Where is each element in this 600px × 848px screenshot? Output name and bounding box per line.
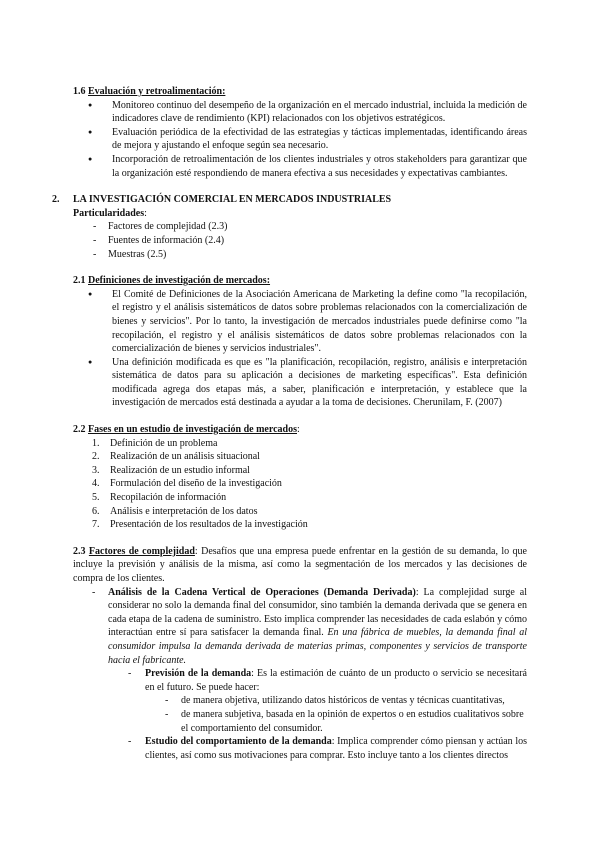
section-2-title: LA INVESTIGACIÓN COMERCIAL EN MERCADOS INDUSTRIALES (73, 194, 392, 206)
item-example: En una fábrica de muebles, la demanda final al consumidor impulsa la demanda derivada de materias primas, componentes y servicios de transporte hacia el fabricante. (108, 627, 527, 666)
list-item-text: Formulación del diseño de la investigación (110, 478, 282, 490)
list-item (93, 248, 527, 262)
particularidades-list (73, 220, 527, 261)
bullet-icon: ● (88, 100, 93, 109)
list-item-text: de manera objetiva, utilizando datos históricos de ventas y técnicas cuantitativas, (181, 695, 505, 707)
list-item-text: Recopilación de información (110, 492, 227, 504)
section-1-6-list (73, 99, 527, 181)
prevision-item (73, 667, 527, 694)
bullet-icon: ● (88, 154, 93, 163)
section-title: Fases en un estudio de investigación de mercados (88, 424, 297, 436)
item-title: Estudio del comportamiento de la demanda (145, 736, 332, 748)
list-number: 4. (92, 478, 100, 490)
list-item (92, 464, 527, 478)
list-item (92, 477, 527, 491)
list-item-text: Definición de un problema (110, 437, 218, 449)
prevision-sublist (73, 694, 527, 735)
dash-icon: - (128, 736, 132, 748)
list-item (88, 288, 527, 356)
bullet-icon: ● (88, 127, 93, 136)
bullet-icon: ● (88, 357, 93, 366)
list-item (93, 234, 527, 248)
section-2-number: 2. (52, 194, 60, 206)
list-number: 2. (92, 451, 100, 463)
section-number: 2.2 (73, 424, 86, 436)
list-item (93, 220, 527, 234)
item-title: Previsión de la demanda (145, 668, 252, 680)
bullet-icon: ● (88, 289, 93, 298)
estudio-item (73, 735, 527, 762)
list-item (88, 153, 527, 180)
particularidades-label (73, 207, 527, 221)
section-2-3-intro (73, 545, 527, 586)
list-item-text: Incorporación de retroalimentación de los clientes industriales y otros stakeholders para garantizar que la organización esté respondiendo de manera efectiva a sus necesidades y expectativas cambiantes. (112, 153, 527, 179)
list-item (92, 437, 527, 451)
list-item-text: Realización de un estudio informal (110, 464, 250, 476)
list-number: 5. (92, 492, 100, 504)
item-text: : La complejidad surge al considerar no solo la demanda final del consumidor, sino también la demanda derivada que se genera en cada etapa de la cadena de suministro. Esto implica comprender las necesidades de cada eslabón y cómo interactúan entre sí para satisfacer la demanda final. (108, 586, 528, 639)
list-number: 3. (92, 464, 100, 476)
section-1-6-heading (73, 85, 527, 99)
list-item-text: Evaluación periódica de la efectividad de las estrategias y tácticas implementadas, identificando áreas de mejora y ajustando el enfoque según sea necesario. (112, 126, 527, 152)
colon: : (144, 207, 147, 219)
section-number: 1.6 (73, 86, 86, 97)
section-2-1-list (73, 288, 527, 410)
cadena-item (73, 586, 527, 668)
dash-icon: - (93, 248, 97, 260)
list-number: 1. (92, 437, 100, 449)
label-text: Particularidades (73, 207, 145, 219)
dash-icon: - (165, 695, 169, 707)
list-item (88, 126, 527, 153)
document-page (52, 85, 528, 762)
list-item-text: de manera subjetiva, basada en la opinión de expertos o en estudios cualitativos sobre el comportamiento del consumidor. (181, 708, 524, 734)
list-item-text: Análisis e interpretación de los datos (110, 505, 258, 517)
list-item (88, 99, 527, 126)
item-text: : Implica comprender cómo piensan y actúan los clientes, así como sus motivaciones para comprar. Esto incluye tanto a los clientes directos (145, 736, 527, 761)
section-2-heading (52, 193, 527, 207)
list-item (92, 505, 527, 519)
list-item-text: Factores de complejidad (2.3) (108, 221, 228, 233)
dash-icon: - (165, 708, 169, 720)
list-item-text: Monitoreo continuo del desempeño de la organización en el mercado industrial, incluida la medición de indicadores clave de rendimiento (KPI) relacionados con los objetivos estratégicos. (112, 99, 527, 125)
list-item-text: Fuentes de información (2.4) (108, 234, 225, 246)
list-item (165, 708, 527, 735)
list-item (92, 518, 527, 532)
dash-icon: - (128, 668, 132, 680)
list-item-text: Presentación de los resultados de la investigación (110, 519, 308, 531)
section-number: 2.1 (73, 275, 86, 287)
dash-icon: - (93, 234, 97, 246)
section-intro-text: : Desafíos que una empresa puede enfrentar en la gestión de su demanda, lo que incluye la previsión y análisis de la misma, así como la segmentación de los mercados y las decisiones de compra de los clientes. (73, 545, 527, 584)
list-item (92, 491, 527, 505)
section-title: Definiciones de investigación de mercados: (88, 275, 271, 287)
phases-list (73, 437, 527, 532)
section-title: Factores de complejidad (88, 545, 195, 557)
section-title: Evaluación y retroalimentación: (88, 86, 226, 97)
dash-icon: - (92, 586, 96, 598)
list-item (165, 694, 527, 708)
item-text: : Es la estimación de cuánto de un producto o servicio se necesitará en el futuro. Se puede hacer: (145, 668, 527, 693)
list-item (88, 356, 527, 410)
colon: : (297, 424, 300, 436)
section-2-2-heading (73, 423, 527, 437)
list-item-text: Una definición modificada es que es "la planificación, recopilación, registro, análisis e interpretación sistemática de datos para su aplicación a decisiones de marketing específicas". Esta definición modificada agrega dos etapas más, a saber, planificación e interpretación, y establece que la investigación de mercados está destinada a ayudar a la toma de decisiones. Cherunilam, F. (2007) (112, 356, 527, 409)
list-number: 6. (92, 505, 100, 517)
list-item-text: Muestras (2.5) (108, 248, 167, 260)
section-2-1-heading (73, 274, 527, 288)
section-number: 2.3 (73, 545, 86, 557)
list-item-text: El Comité de Definiciones de la Asociación Americana de Marketing la define como "la recopilación, el registro y el análisis sistemáticos de datos sobre problemas relacionados con la comercialización de bienes y servicios". Por lo tanto, la investigación de mercados industriales puede definirse como "la recopilación, el registro y el análisis sistemáticos de datos sobre problemas relacionados con la comercialización de bienes y servicios industriales". (112, 288, 527, 355)
list-item (92, 450, 527, 464)
item-title: Análisis de la Cadena Vertical de Operaciones (Demanda Derivada) (108, 586, 416, 598)
dash-icon: - (93, 221, 97, 233)
list-number: 7. (92, 519, 100, 531)
list-item-text: Realización de un análisis situacional (110, 451, 260, 463)
